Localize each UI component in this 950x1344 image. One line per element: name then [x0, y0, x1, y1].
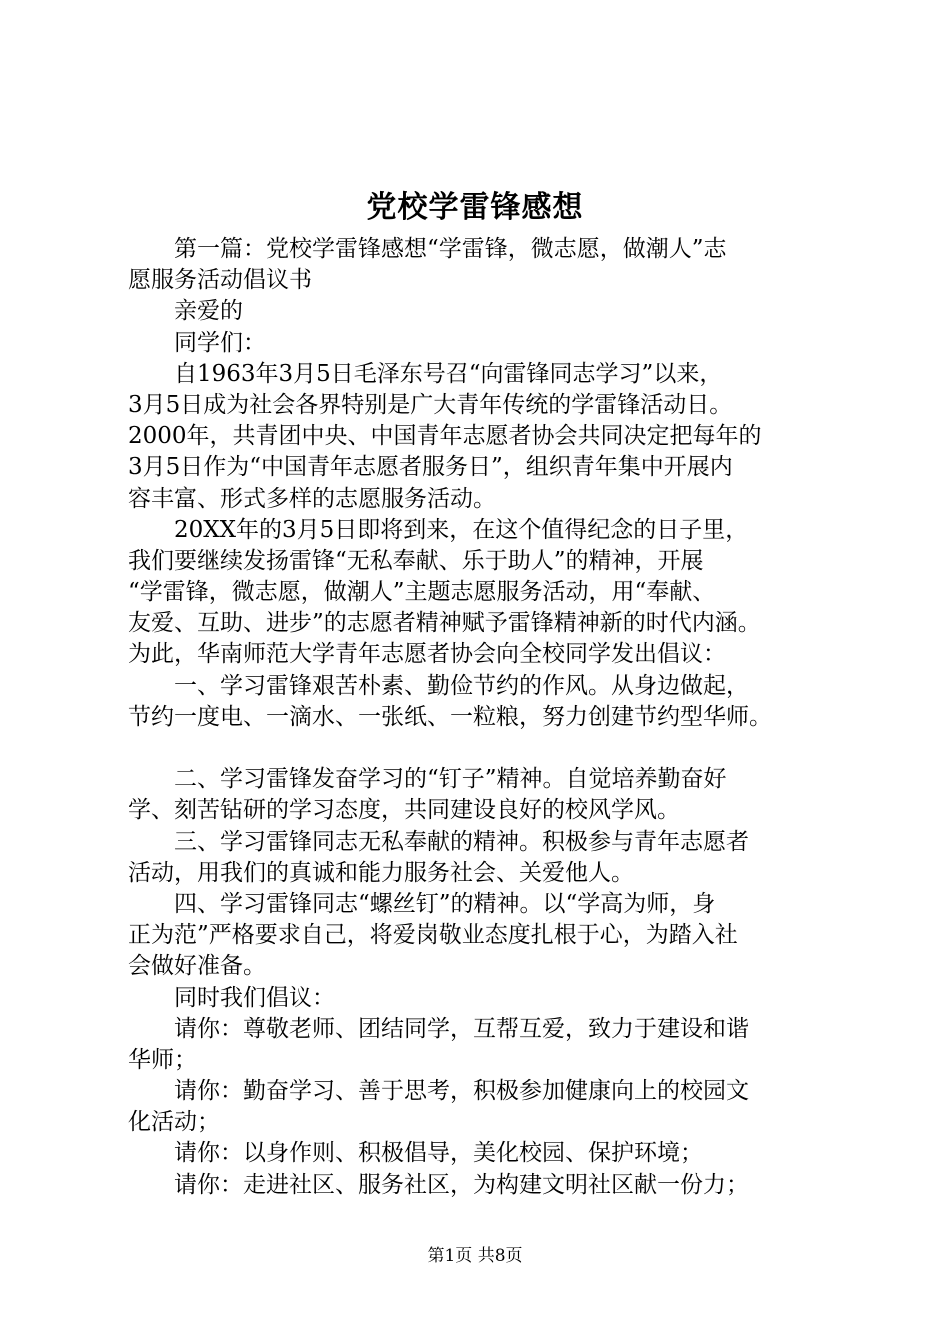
text-line: 化活动；: [128, 1109, 220, 1136]
text-line: 正为范”严格要求自己，将爱岗敬业态度扎根于心，为踏入社: [128, 922, 738, 949]
text-line: 华师；: [128, 1046, 197, 1073]
text-line: 一、学习雷锋艰苦朴素、勤俭节约的作风。从身边做起，: [128, 672, 749, 699]
text-line: 同时我们倡议：: [128, 984, 335, 1011]
text-line: 友爱、互助、进步”的志愿者精神赋予雷锋精神新的时代内涵。: [128, 610, 761, 637]
text-line: 请你：尊敬老师、团结同学，互帮互爱，致力于建设和谐: [128, 1015, 749, 1042]
text-line: 容丰富、形式多样的志愿服务活动。: [128, 485, 496, 512]
text-line: 会做好准备。: [128, 953, 266, 980]
text-line: 愿服务活动倡议书: [128, 267, 312, 294]
text-line: 活动，用我们的真诚和能力服务社会、关爱他人。: [128, 859, 634, 886]
text-line: 请你：走进社区、服务社区，为构建文明社区献一份力；: [128, 1171, 749, 1198]
text-line: 自1963年3月5日毛泽东号召“向雷锋同志学习”以来，: [128, 360, 723, 387]
text-line: 3月5日作为“中国青年志愿者服务日”，组织青年集中开展内: [128, 454, 733, 481]
text-line: 3月5日成为社会各界特别是广大青年传统的学雷锋活动日。: [128, 391, 733, 418]
text-line: “学雷锋，微志愿，做潮人”主题志愿服务活动，用“奉献、: [128, 579, 716, 606]
text-line: 学、刻苦钻研的学习态度，共同建设良好的校风学风。: [128, 797, 680, 824]
document-title: 党校学雷锋感想: [366, 190, 584, 225]
page-footer: 第1页 共8页: [427, 1246, 523, 1266]
text-line: 同学们：: [128, 329, 266, 356]
text-line: 二、学习雷锋发奋学习的“钉子”精神。自觉培养勤奋好: [128, 766, 727, 793]
text-line: 三、学习雷锋同志无私奉献的精神。积极参与青年志愿者: [128, 828, 749, 855]
text-line: 2000年，共青团中央、中国青年志愿者协会共同决定把每年的: [128, 423, 762, 450]
text-line: 四、学习雷锋同志“螺丝钉”的精神。以“学高为师，身: [128, 890, 716, 917]
text-line: 节约一度电、一滴水、一张纸、一粒粮，努力创建节约型华师。: [128, 703, 772, 730]
blank-line: [128, 733, 832, 764]
text-line: 我们要继续发扬雷锋“无私奉献、乐于助人”的精神，开展: [128, 547, 704, 574]
document-body: [128, 234, 832, 1201]
text-line: 亲爱的: [128, 298, 243, 325]
text-line: 请你：以身作则、积极倡导，美化校园、保护环境；: [128, 1140, 703, 1167]
text-line: 第一篇：党校学雷锋感想“学雷锋，微志愿，做潮人”志: [128, 236, 727, 262]
text-line: 20XX年的3月5日即将到来，在这个值得纪念的日子里，: [128, 516, 749, 543]
text-line: 请你：勤奋学习、善于思考，积极参加健康向上的校园文: [128, 1078, 749, 1105]
text-line: 为此，华南师范大学青年志愿者协会向全校同学发出倡议：: [128, 641, 726, 668]
